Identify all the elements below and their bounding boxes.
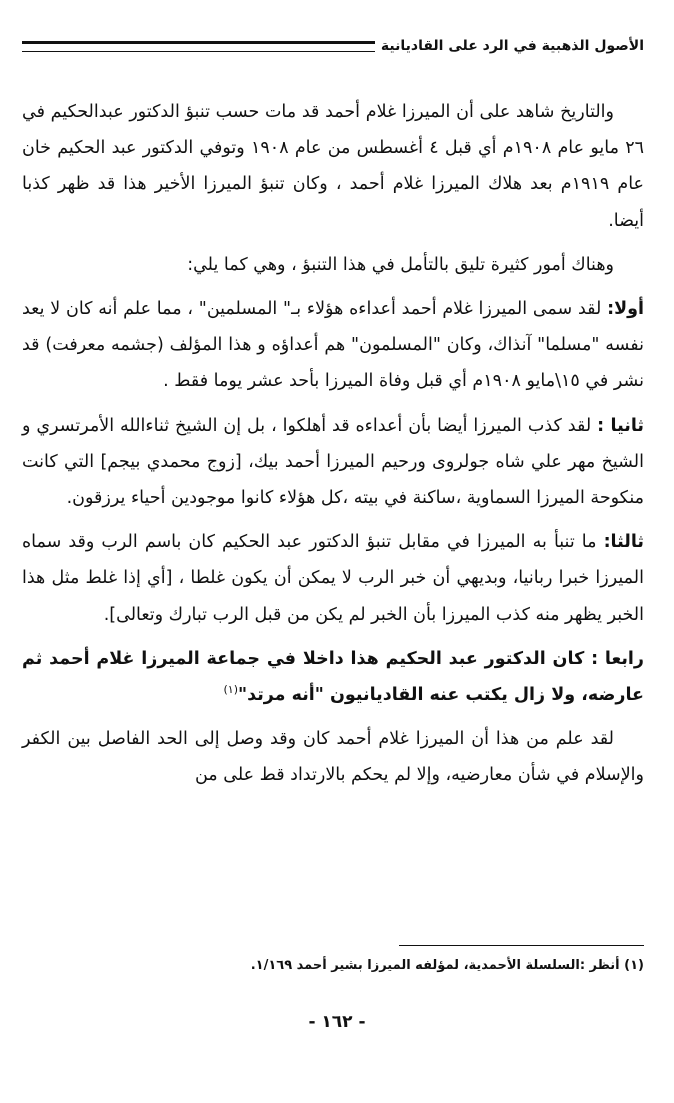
header-rule [22, 41, 375, 52]
footnote-separator [399, 945, 644, 946]
paragraph-third-point [22, 524, 644, 633]
footnote: (١) أنظر :السلسلة الأحمدية، لمؤلفه الميرزا بشير أحمد ١/١٦٩. [250, 958, 644, 973]
point-label-first: أولا: [607, 299, 644, 320]
point-label-second: ثانيا : [597, 415, 644, 436]
paragraph-history: والتاريخ شاهد على أن الميرزا غلام أحمد قد مات حسب تنبؤ الدكتور عبدالحكيم في ٢٦ مايو عام ١٩٠٨م أي قبل ٤ أغسطس من عام ١٩٠٨ وتوفي الدكتور عبد الحكيم خان عام ١٩١٩م بعد هلاك الميرزا غلام أحمد ، وكان تنبؤ الميرزا الأخير هذا قد ظهر كذبا أيضا. [22, 102, 644, 231]
point-label-fourth: رابعا : [591, 648, 644, 669]
paragraph-conclusion: لقد علم من هذا أن الميرزا غلام أحمد كان وقد وصل إلى الحد الفاصل بين الكفر والإسلام في شأن معارضيه، وإلا لم يحكم بالارتداد قط على من [22, 729, 644, 786]
paragraph-fourth-point [22, 641, 644, 713]
page-number: - ١٦٢ - [308, 1012, 366, 1032]
point-text-fourth: كان الدكتور عبد الحكيم هذا داخلا في جماعة الميرزا غلام أحمد ثم عارضه، ولا زال يكتب عنه القاديانيون "أنه مرتد" [22, 648, 644, 706]
footnote-reference: (١) [223, 683, 238, 697]
point-label-third: ثالثا: [603, 532, 644, 553]
body-text [22, 94, 644, 802]
paragraph-intro-points: وهناك أمور كثيرة تليق بالتأمل في هذا التنبؤ ، وهي كما يلي: [187, 254, 614, 275]
paragraph-first-point [22, 291, 644, 400]
point-text-second: لقد كذب الميرزا أيضا بأن أعداءه قد أهلكوا ، بل إن الشيخ ثناءالله الأمرتسري و الشيخ مهر علي شاه جولروى ورحيم الميرزا أحمد بيك، [زوج محمدي بيجم] التي كانت منكوحة الميرزا السماوية ،ساكنة في بيته ،كل هؤلاء كانوا موجودين أحياء يرزقون. [22, 415, 644, 509]
point-text-first: لقد سمى الميرزا غلام أحمد أعداءه هؤلاء بـ" المسلمين" ، مما علم أنه كان لا يعد نفسه "مسلما" آنذاك، وكان "المسلمون" هم أعداؤه و هذا المؤلف (جشمه معرفت) قد نشر في ١٥\مايو ١٩٠٨م أي قبل وفاة الميرزا بأحد عشر يوما فقط . [22, 299, 644, 392]
running-header [22, 38, 644, 54]
book-title: الأصول الذهبية في الرد على القاديانية [380, 38, 644, 54]
point-text-third: ما تنبأ به الميرزا في مقابل تنبؤ الدكتور عبد الحكيم كان باسم الرب وقد سماه الميرزا خبرا ربانيا، وبديهي أن خبر الرب لا يمكن أن يكون غلطا ، [أي إذا غلط مثل هذا الخبر يظهر منه كذب الميرزا بأن الخبر لم يكن من قبل الرب تبارك وتعالى]. [22, 532, 644, 625]
paragraph-second-point [22, 408, 644, 517]
